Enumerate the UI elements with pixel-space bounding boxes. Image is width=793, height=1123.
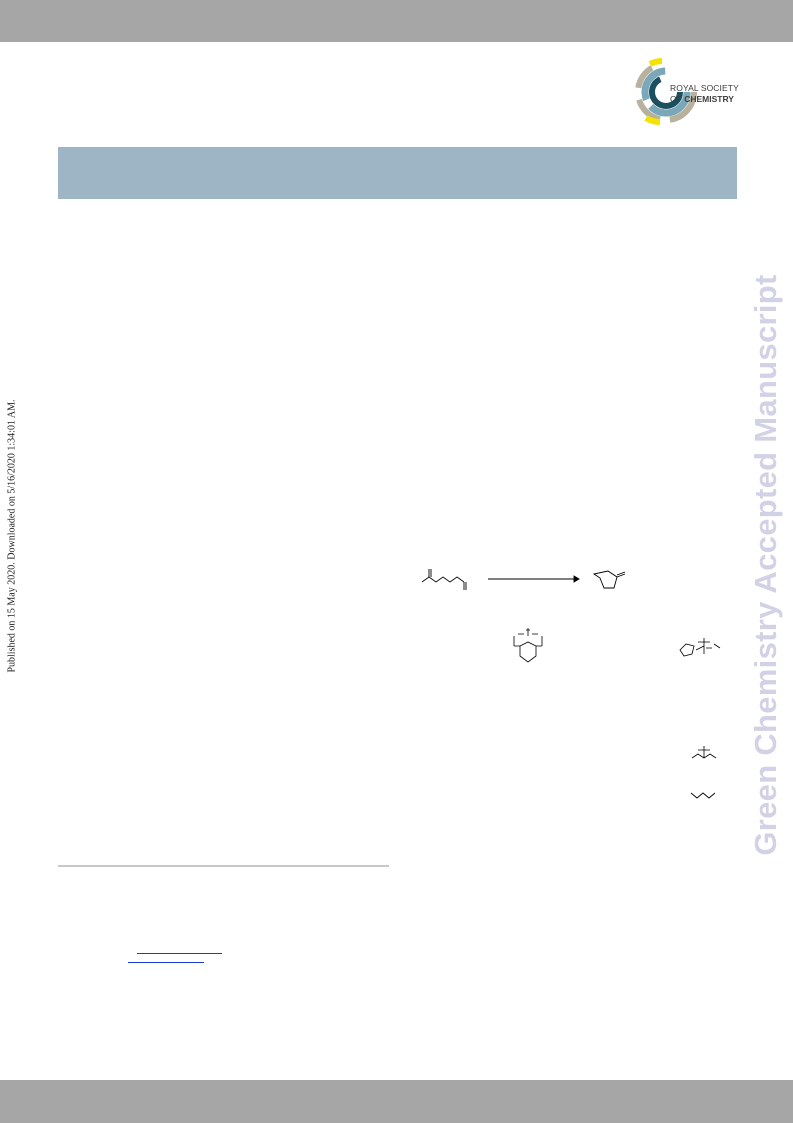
reactant-chain [422,577,464,582]
reaction-arrow-head [574,576,579,582]
publication-note-text: Published on 15 May 2020. Downloaded on 5/16/2020 1:34:01 AM. [6,399,18,673]
reaction-scheme [418,562,633,598]
logo-text-line2 [670,94,734,104]
rsc-logo [632,56,742,126]
zigzag-chain [688,788,720,802]
reactant-carbonyl-2 [464,582,466,590]
logo-text-prefix: OF [670,94,682,104]
header-band [58,147,737,199]
footnote-link-2[interactable] [128,962,204,963]
logo-text-line1: ROYAL SOCIETY [670,83,739,93]
bottom-bar [0,1080,793,1123]
branched-ligand [688,740,720,764]
footnote-link-1[interactable] [137,953,222,954]
pincer-complex [508,626,553,666]
logo-text-bold: CHEMISTRY [684,94,734,104]
watermark-text: Green Chemistry Accepted Manuscript [748,274,783,856]
metallocene-complex [676,634,726,664]
reactant-carbonyl-1 [429,569,431,577]
product-exo-bond [617,572,625,577]
footnote-divider [58,865,389,867]
product-ring [594,571,617,588]
top-bar [0,0,793,42]
